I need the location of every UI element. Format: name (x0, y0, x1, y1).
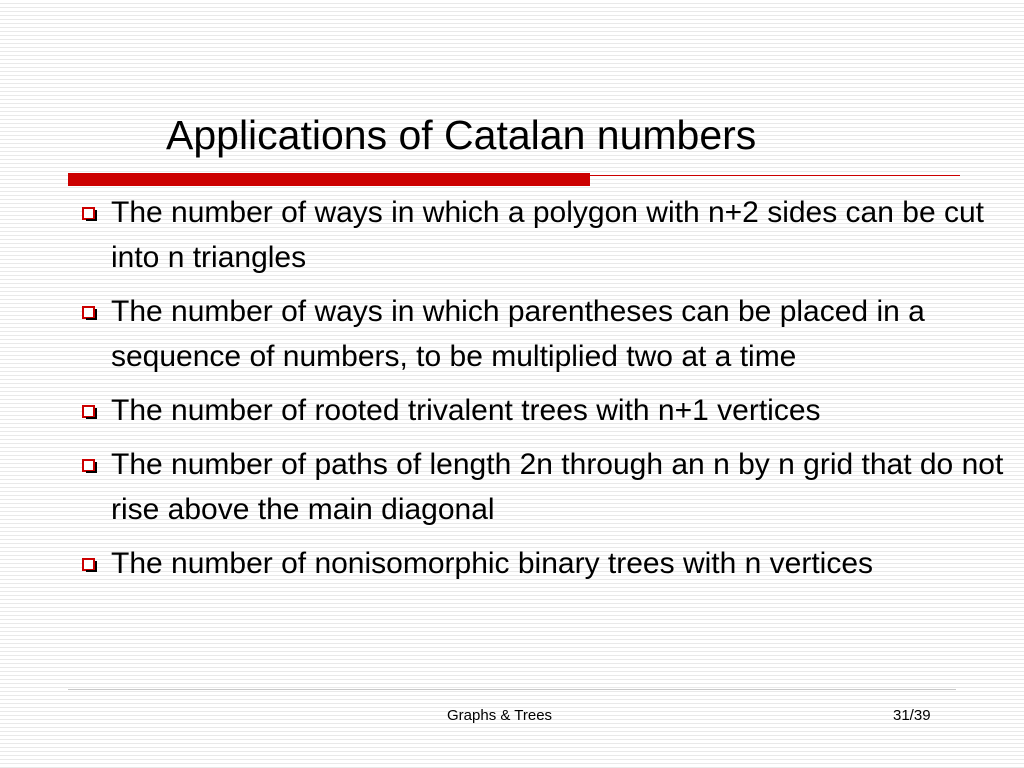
bullet-text: The number of nonisomorphic binary trees with n vertices (111, 547, 874, 580)
bullet-text: The number of paths of length 2n through an n by n grid that do not rise above the main diagonal (111, 448, 1004, 526)
slide-title: Applications of Catalan numbers (166, 112, 757, 158)
bullet-text: The number of ways in which parentheses can be placed in a sequence of numbers, to be multiplied two at a time (111, 295, 925, 373)
hollow-square-bullet-icon (82, 556, 98, 572)
bullet-item (78, 388, 1008, 433)
hollow-square-bullet-icon (82, 457, 98, 473)
bullet-item (78, 289, 1008, 379)
footer-title: Graphs & Trees (447, 707, 553, 724)
title-underline-rule (590, 175, 960, 176)
bullet-item (78, 541, 1008, 586)
hollow-square-bullet-icon (82, 403, 98, 419)
title-underline-bar (68, 173, 590, 186)
page-number: 31/39 (893, 707, 931, 724)
footer-divider (68, 689, 956, 690)
bullet-text: The number of ways in which a polygon with n+2 sides can be cut into n triangles (111, 196, 984, 274)
hollow-square-bullet-icon (82, 304, 98, 320)
bullet-item (78, 190, 1008, 280)
bullet-text: The number of rooted trivalent trees with n+1 vertices (111, 394, 821, 427)
bullet-list (78, 190, 1008, 595)
bullet-item (78, 442, 1008, 532)
hollow-square-bullet-icon (82, 205, 98, 221)
